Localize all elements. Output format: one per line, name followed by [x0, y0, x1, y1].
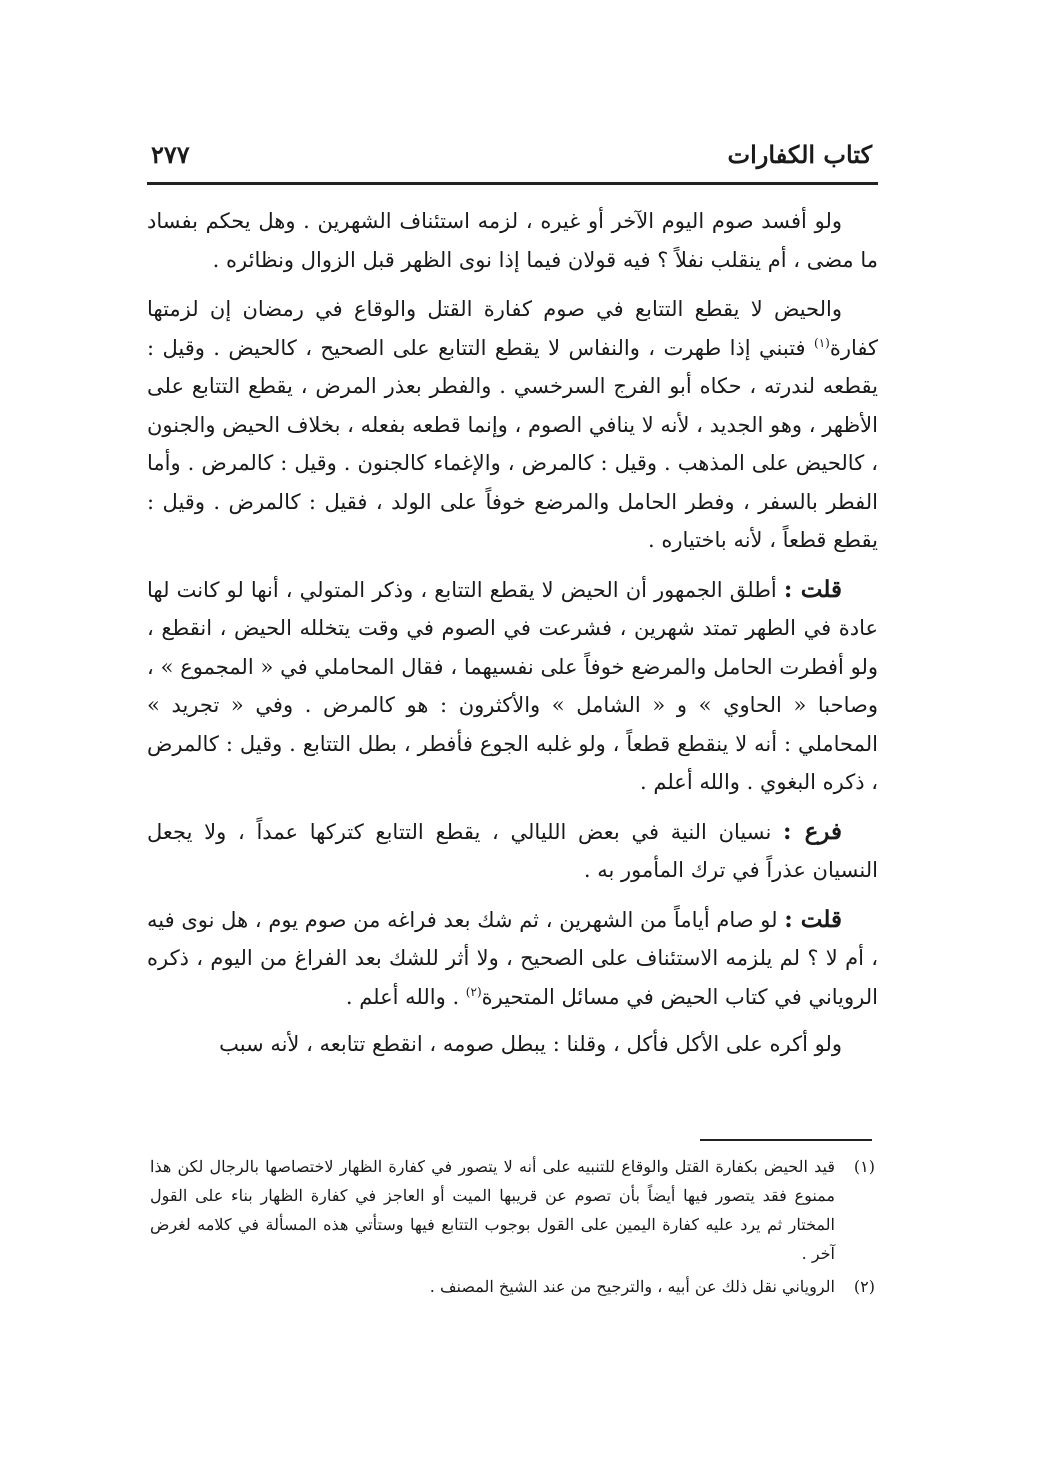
paragraph-2	[147, 290, 878, 560]
main-text	[147, 202, 878, 1075]
footnote-number: (١)	[853, 1157, 875, 1176]
footnote-rule	[700, 1139, 872, 1141]
paragraph-4	[147, 813, 878, 890]
paragraph-text: والحيض لا يقطع التتابع في صوم كفارة القتل والوقاع في رمضان إن لزمتها كفارة	[147, 297, 878, 360]
paragraph-text: ولو أفسد صوم اليوم الآخر أو غيره ، لزمه استئناف الشهرين . وهل يحكم بفساد ما مضى ، أم ينقلب نفلاً ؟ فيه قولان فيما إذا نوى الظهر قبل الزوال ونظائره .	[147, 209, 878, 272]
page-number: ٢٧٧	[151, 140, 190, 169]
paragraph-text: نسيان النية في بعض الليالي ، يقطع التتابع كتركها عمداً ، ولا يجعل النسيان عذراً في ترك المأمور به .	[147, 819, 878, 882]
paragraph-lead: فرع :	[783, 817, 842, 845]
book-title: كتاب الكفارات	[727, 140, 872, 169]
paragraph-lead: قلت :	[783, 575, 842, 603]
paragraph-text: أطلق الجمهور أن الحيض لا يقطع التتابع ، وذكر المتولي ، أنها لو كانت لها عادة في الطهر تمتد شهرين ، فشرعت في الصوم في وقت يتخلله الحيض ، انقطع ، ولو أفطرت الحامل والمرضع خوفاً على نفسيهما ، فقال المحاملي في « المجموع » ، وصاحبا « الحاوي » و « الشامل » والأكثرون : هو كالمرض . وفي « تجريد » المحاملي : أنه لا ينقطع قطعاً ، ولو غلبه الجوع فأفطر ، بطل التتابع . وقيل : كالمرض ، ذكره البغوي . والله أعلم .	[147, 577, 878, 794]
footnote-text: قيد الحيض بكفارة القتل والوقاع للتنبيه على أنه لا يتصور في كفارة الظهار لاختصاصها بالرجال لكن هذا ممنوع فقد يتصور فيها أيضاً بأن تصوم عن قريبها الميت أو العاجز في كفارة الظهار بناء على القول المختار ثم يرد عليه كفارة اليمين على القول بوجوب التتابع فيها وستأتي هذه المسألة في كلامه لغرض آخر .	[150, 1157, 836, 1263]
running-header	[147, 140, 878, 180]
paragraph-5	[147, 901, 878, 1017]
paragraph-text: فتبني إذا طهرت ، والنفاس لا يقطع التتابع على الصحيح ، كالحيض . وقيل : يقطعه لندرته ، حكاه أبو الفرج السرخسي . والفطر بعذر المرض ، يقطع التتابع على الأظهر ، وهو الجديد ، لأنه لا ينافي الصوم ، وإنما قطعه بفعله ، بخلاف الحيض والجنون ، كالحيض على المذهب . وقيل : كالمرض ، والإغماء كالجنون . وقيل : كالمرض . وأما الفطر بالسفر ، وفطر الحامل والمرضع خوفاً على الولد ، فقيل : كالمرض . وقيل : يقطع قطعاً ، لأنه باختياره .	[147, 335, 878, 552]
footnote-1	[150, 1152, 875, 1268]
paragraph-text: . والله أعلم .	[345, 984, 466, 1009]
footnote-2	[150, 1272, 875, 1301]
paragraph-lead: قلت :	[784, 905, 842, 933]
footnote-ref-2[interactable]: (٢)	[465, 984, 482, 999]
footnotes	[150, 1152, 875, 1305]
header-rule	[147, 182, 878, 185]
paragraph-3	[147, 571, 878, 802]
paragraph-text: ولو أكره على الأكل فأكل ، وقلنا : يبطل صومه ، انقطع تتابعه ، لأنه سبب	[219, 1032, 842, 1056]
paragraph-text: لو صام أياماً من الشهرين ، ثم شك بعد فراغه من صوم يوم ، هل نوى فيه ، أم لا ؟ لم يلزمه الاستئناف على الصحيح ، ولا أثر للشك بعد الفراغ من اليوم ، ذكره الروياني في كتاب الحيض في مسائل المتحيرة	[147, 907, 878, 1009]
footnote-text: الروياني نقل ذلك عن أبيه ، والترجيح من عند الشيخ المصنف .	[429, 1277, 835, 1296]
footnote-number: (٢)	[853, 1277, 875, 1296]
footnote-ref-1[interactable]: (١)	[814, 335, 830, 350]
paragraph-1	[147, 202, 878, 279]
paragraph-6	[147, 1025, 878, 1064]
